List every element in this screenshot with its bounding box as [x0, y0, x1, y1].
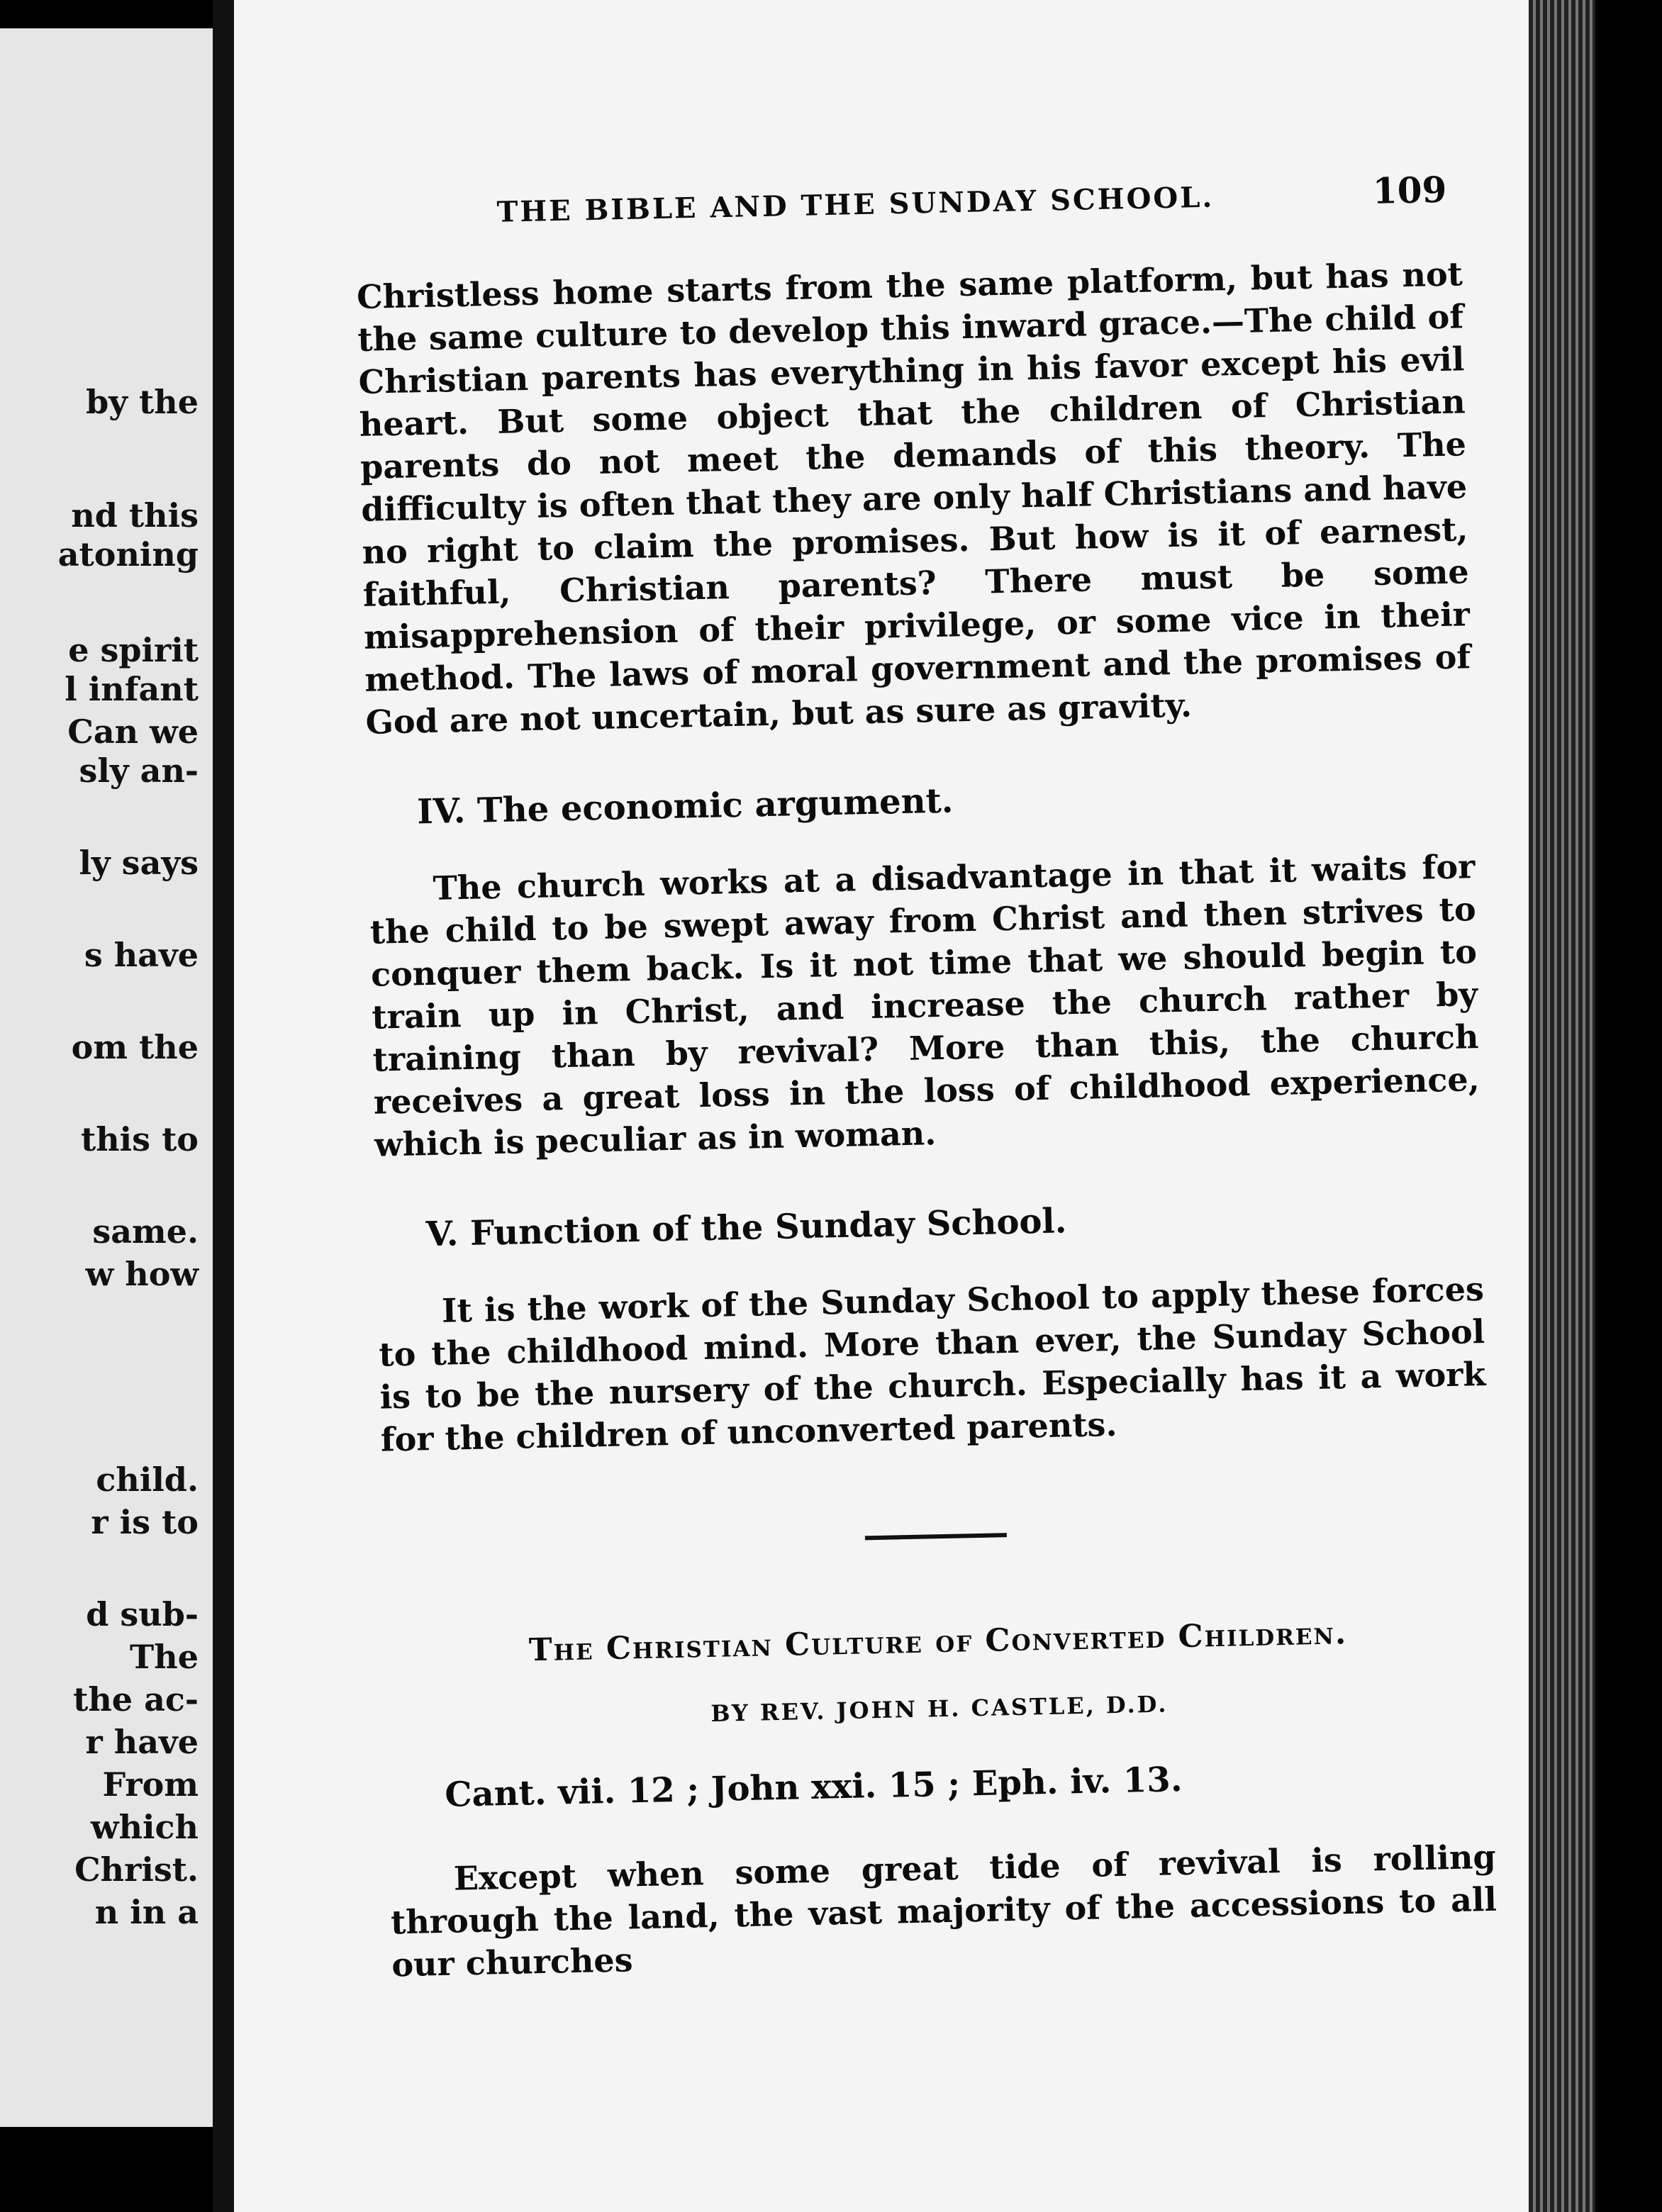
scripture-references: Cant. vii. 12 ; John xxi. 15 ; Eph. iv. 13. [444, 1760, 1183, 1815]
paragraph-christless-home: Christless home starts from the same platform, but has not the same culture to develop this inward grace.—The child of Christian parents has everything in his favor except his evil heart. But some object that the children of Christian parents do not meet the demands of this theory. The difficulty is often that they are only half Christians and have no right to claim the promises. But how is it of earnest, faithful, Christian parents? There must be some misapprehension of their privilege, or some vice in their method. The laws of moral government and the promises of God are not uncertain, but as sure as gravity. [356, 255, 1471, 742]
right-page [234, 0, 1595, 2212]
left-page-text-fragment: r have [85, 1723, 199, 1761]
left-page-text-fragment: by the [86, 383, 199, 421]
left-page-text-fragment: e spirit [68, 631, 199, 669]
running-head [355, 168, 1461, 233]
page-number: 109 [1372, 168, 1447, 212]
running-head-title: THE BIBLE AND THE SUNDAY SCHOOL. [496, 180, 1215, 229]
left-page-text-fragment: From [102, 1765, 199, 1804]
left-page-text-fragment: nd this [71, 496, 199, 535]
left-page-text-fragment: r is to [91, 1503, 199, 1541]
left-page-text-fragment: child. [96, 1460, 199, 1499]
left-page-text-fragment: the ac- [73, 1680, 199, 1719]
book-gutter [213, 0, 234, 2212]
left-page-text-fragment: l infant [65, 670, 199, 708]
left-page-text-fragment: atoning [57, 535, 199, 574]
section-divider-rule [865, 1533, 1007, 1540]
left-page-text-fragment: s have [84, 936, 199, 974]
section-heading-economic-argument: IV. The economic argument. [416, 781, 954, 832]
section-heading-function-sunday-school: V. Function of the Sunday School. [425, 1201, 1067, 1255]
paragraph-function-sunday-school: It is the work of the Sunday School to apply these forces to the childhood mind. More than ever, the Sunday School is to be the nursery of the church. Especially has it a work for the children of unconverted parents. [378, 1269, 1486, 1459]
left-page-text-fragment: w how [85, 1255, 199, 1293]
left-page-fragment [0, 28, 213, 2127]
article-byline: BY REV. JOHN H. CASTLE, D.D. [710, 1690, 1169, 1727]
left-page-text-fragment: sly an- [79, 752, 199, 790]
left-page-text-fragment: Can we [67, 713, 199, 751]
left-page-text-fragment: d sub- [86, 1595, 199, 1633]
paragraph-except-revival: Except when some great tide of revival is rolling through the land, the vast majority of the accessions to all our churches [390, 1837, 1498, 1984]
left-page-text-fragment: om the [71, 1028, 199, 1066]
left-page-text-fragment: n in a [94, 1893, 199, 1931]
paragraph-economic-argument: The church works at a disadvantage in that it waits for the child to be swept away from Christ and then strives to conquer them back. Is it not time that we should begin to train up in Christ, and increase the church rather by training than by revival? More than this, the church receives a great loss in the loss of childhood experience, which is peculiar as in woman. [369, 847, 1480, 1164]
left-page-text-fragment: this to [80, 1120, 199, 1158]
page-stack-edge [1529, 0, 1595, 2212]
article-title: The Christian Culture of Converted Children. [528, 1615, 1348, 1669]
left-page-text-fragment: which [91, 1808, 199, 1846]
page-content [355, 168, 1498, 1986]
left-page-text-fragment: ly says [79, 844, 199, 882]
left-page-text-fragment: Christ. [74, 1850, 199, 1889]
left-page-text-fragment: same. [92, 1212, 199, 1251]
left-page-text-fragment: The [130, 1638, 199, 1676]
